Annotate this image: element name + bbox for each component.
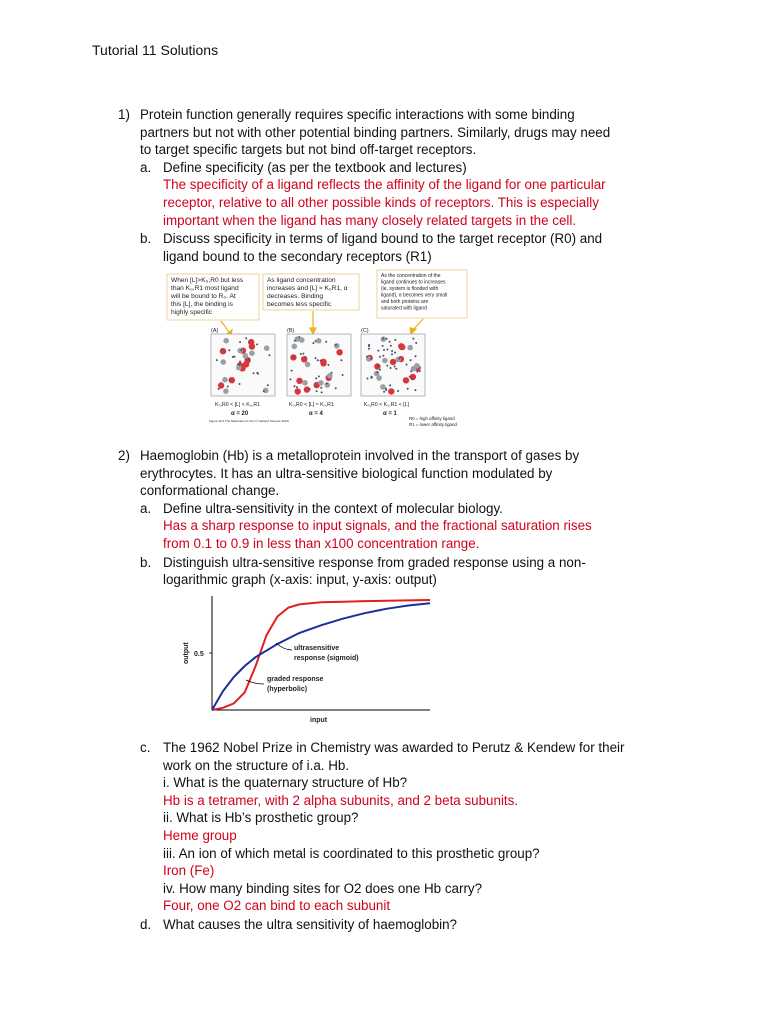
q1b-question-2: ligand bound to the secondary receptors (R1): [163, 248, 432, 264]
ligand-dot: [290, 378, 292, 380]
ligand-dot: [389, 341, 391, 343]
ligand-dot: [291, 370, 293, 372]
q2a-letter: a.: [140, 500, 152, 516]
ligand-dot: [391, 350, 393, 352]
receptor-r0-dot: [223, 388, 229, 394]
response-chart: [172, 590, 434, 724]
ligand-dot: [368, 348, 370, 350]
ligand-dot: [239, 341, 241, 343]
ligand-dot: [239, 361, 241, 363]
specificity-figure: [163, 266, 473, 432]
box-b-line-4: becomes less specific: [267, 301, 332, 308]
ligand-dot: [419, 370, 421, 372]
receptor-r1-dot: [295, 388, 301, 394]
ligand-dot: [315, 377, 317, 379]
ligand-dot: [327, 364, 329, 366]
q2b-letter: b.: [140, 554, 152, 570]
ligand-dot: [335, 387, 337, 389]
box-c-line-4: ligand), α becomes very small: [381, 292, 448, 299]
q2c-letter: c.: [140, 740, 151, 755]
annotation-graded-1: graded response: [267, 676, 324, 683]
ligand-dot: [386, 338, 388, 340]
ligand-dot: [293, 356, 295, 358]
box-a-line-4: this [L], the binding is: [171, 301, 233, 308]
box-b-line-1: As ligand concentration: [267, 277, 336, 284]
ligand-dot: [395, 368, 397, 370]
ligand-dot: [317, 359, 319, 361]
condition-a: K₀,R0 < [L] < K₀,R1: [215, 402, 260, 408]
q2b-question-2: logarithmic graph (x-axis: input, y-axis: output): [163, 572, 437, 588]
ligand-dot: [218, 388, 220, 390]
alpha-a: α = 20: [231, 411, 249, 417]
receptor-r0-dot: [302, 380, 308, 386]
ligand-dot: [379, 356, 381, 358]
ligand-dot: [340, 359, 342, 361]
ligand-dot: [389, 384, 391, 386]
ligand-dot: [316, 390, 318, 392]
q1a-answer-2: receptor, relative to all other possible kinds of receptors. This is especially: [163, 195, 599, 210]
panel-label-c: (C): [361, 328, 369, 334]
ligand-dot: [221, 349, 223, 351]
q2d-question: What causes the ultra sensitivity of haemoglobin?: [163, 916, 458, 932]
receptor-r0-dot: [305, 362, 311, 368]
ligand-dot: [371, 376, 373, 378]
ligand-dot: [376, 371, 378, 373]
ligand-dot: [414, 389, 416, 391]
receptor-r1-dot: [249, 343, 255, 349]
box-c-line-5: and both proteins are: [381, 299, 429, 305]
q2d-letter: d.: [140, 916, 152, 932]
ligand-dot: [216, 359, 218, 361]
ligand-dot: [229, 379, 231, 381]
box-a-line-5: highly specific: [171, 309, 213, 316]
q2a-question: Define ultra-sensitivity in the context of molecular biology.: [163, 500, 503, 516]
q2c-question-iii: iii. An ion of which metal is coordinated to this prosthetic group?: [163, 845, 540, 861]
ligand-dot: [302, 353, 304, 355]
ligand-dot: [321, 391, 323, 393]
receptor-r0-dot: [221, 359, 227, 365]
ligand-dot: [239, 383, 241, 385]
receptor-r0-dot: [318, 380, 324, 386]
arrow-a: [221, 321, 229, 332]
box-c-line-3: (ie, system is flooded with: [381, 286, 439, 292]
q1b-question-1: Discuss specificity in terms of ligand bound to the target receptor (R0) and: [163, 231, 603, 247]
ligand-dot: [315, 357, 317, 359]
ligand-dot: [398, 358, 400, 360]
ligand-dot: [387, 349, 389, 351]
receptor-r1-dot: [390, 359, 396, 365]
receptor-r0-dot: [316, 338, 322, 344]
ligand-dot: [238, 364, 240, 366]
ligand-dot: [370, 358, 372, 360]
ligand-dot: [296, 386, 298, 388]
ligand-dot: [267, 384, 269, 386]
q2c-question-ii: ii. What is Hb’s prosthetic group?: [163, 810, 359, 826]
ligand-dot: [412, 338, 414, 340]
ligand-dot: [385, 388, 387, 390]
q2c-question-i: i. What is the quaternary structure of Hb?: [163, 775, 408, 791]
x-axis-label: input: [310, 717, 328, 724]
ligand-dot: [240, 349, 242, 351]
condition-b: K₀,R0 < [L] ≈ K₀,R1: [289, 402, 334, 408]
ligand-dot: [256, 343, 258, 345]
q1-number: 1): [118, 107, 130, 122]
ligand-dot: [256, 372, 258, 374]
ligand-dot: [325, 341, 327, 343]
receptor-r0-dot: [264, 345, 270, 351]
ligand-dot: [377, 350, 379, 352]
ligand-dot: [300, 353, 302, 355]
ligand-dot: [331, 372, 333, 374]
ligand-dot: [390, 345, 392, 347]
annotation-sigmoid-2: response (sigmoid): [294, 655, 359, 662]
arrow-c-head: [410, 328, 416, 334]
ligand-dot: [382, 338, 384, 340]
ligand-dot: [342, 374, 344, 376]
q2c-answer-i: Hb is a tetramer, with 2 alpha subunits, and 2 beta subunits.: [163, 792, 519, 808]
q2c-answer-iii: Iron (Fe): [163, 863, 215, 879]
ligand-dot: [416, 371, 418, 373]
annotation-graded-2: (hyperbolic): [267, 686, 308, 693]
ligand-dot: [294, 385, 296, 387]
box-b-line-2: increases and [L] ≈ K₀R1, α: [267, 285, 348, 292]
receptor-r1-dot: [336, 349, 342, 355]
receptor-r1-dot: [218, 382, 224, 388]
ligand-dot: [312, 342, 314, 344]
ligand-dot: [253, 372, 255, 374]
ligand-dot: [409, 376, 411, 378]
ligand-dot: [228, 349, 230, 351]
receptor-r1-dot: [296, 378, 302, 384]
ligand-dot: [263, 390, 265, 392]
ligand-dot: [294, 340, 296, 342]
ligand-dot: [379, 369, 381, 371]
alpha-b: α = 4: [309, 411, 323, 417]
y-axis-label: output: [183, 642, 190, 664]
ligand-dot: [320, 360, 322, 362]
q2-text-1: Haemoglobin (Hb) is a metalloprotein involved in the transport of gases by: [140, 448, 580, 463]
annotation-sigmoid-1: ultrasensitive: [294, 645, 340, 652]
q2-text-2: erythrocytes. It has an ultra-sensitive biological function modulated by: [140, 465, 553, 481]
ligand-dot: [320, 387, 322, 389]
figure1-caption: Figure 16.2 The Molecules of Life (© Garland Science 2013): [209, 419, 290, 423]
condition-c: K₀,R0 < K₀,R1 < [L]: [364, 402, 409, 408]
ligand-dot: [335, 344, 337, 346]
ligand-dot: [227, 386, 229, 388]
receptor-r0-dot: [236, 365, 242, 371]
receptor-r0-dot: [382, 358, 388, 364]
box-a-line-3: will be bound to R₀. At: [171, 293, 236, 300]
ligand-dot: [397, 390, 399, 392]
arrow-b-head: [310, 328, 316, 334]
ligand-dot: [367, 378, 369, 380]
q1a-letter: a.: [140, 159, 152, 175]
receptor-r0-dot: [222, 377, 228, 383]
legend-r0: R0 = high affinity ligand: [409, 416, 455, 421]
ligand-dot: [406, 364, 408, 366]
q2a-answer-2: from 0.1 to 0.9 in less than x100 concentration range.: [163, 536, 480, 551]
ligand-dot: [315, 340, 317, 342]
ligand-dot: [368, 344, 370, 346]
box-a-line-1: When [L]>K₀,R0 but less: [171, 277, 244, 284]
q1b-letter: b.: [140, 231, 152, 247]
y-tick-label: 0.5: [194, 651, 204, 658]
q1a-question: Define specificity (as per the textbook and lectures): [163, 159, 467, 175]
ligand-dot: [410, 359, 412, 361]
ligand-dot: [245, 337, 247, 339]
receptor-r0-dot: [380, 384, 386, 390]
ligand-dot: [232, 356, 234, 358]
ligand-dot: [382, 345, 384, 347]
ligand-dot: [390, 367, 392, 369]
ligand-dot: [415, 355, 417, 357]
q2a-answer-1: Has a sharp response to input signals, and the fractional saturation rises: [163, 518, 592, 534]
ligand-dot: [410, 370, 412, 372]
ligand-dot: [299, 336, 301, 338]
box-b-line-3: decreases. Binding: [267, 293, 324, 300]
ligand-dot: [394, 366, 396, 368]
ligand-dot: [305, 356, 307, 358]
box-c-line-2: ligand continues to increases: [381, 279, 446, 286]
receptor-r0-dot: [223, 338, 229, 344]
ligand-dot: [382, 355, 384, 357]
q1-text-2: partners but not with other potential binding partners. Similarly, drugs may need: [140, 124, 611, 140]
box-c-line-1: As the concentration of the: [381, 273, 441, 279]
ligand-dot: [366, 356, 368, 358]
q2c-answer-ii: Heme group: [163, 828, 237, 843]
box-a-line-2: than K₀,R1 most ligand: [171, 285, 239, 292]
ligand-dot: [318, 375, 320, 377]
receptor-r1-dot: [243, 361, 249, 367]
legend-r1: R1 = lower affinity ligand: [409, 422, 457, 427]
receptor-r0-dot: [243, 353, 249, 359]
q2-text-3: conformational change.: [140, 483, 280, 499]
receptor-r0-dot: [292, 344, 298, 350]
receptor-r0-dot: [407, 345, 413, 351]
q2c-line-2: work on the structure of i.a. Hb.: [163, 757, 350, 773]
ligand-dot: [383, 391, 385, 393]
receptor-r0-dot: [376, 375, 382, 381]
receptor-r0-dot: [395, 357, 401, 363]
receptor-r0-dot: [249, 350, 255, 356]
box-c-line-6: saturated with ligand: [381, 305, 427, 312]
receptor-r1-dot: [388, 388, 394, 394]
ligand-dot: [268, 354, 270, 356]
ligand-dot: [386, 365, 388, 367]
q1-text-1: Protein function generally requires specific interactions with some binding: [140, 107, 575, 122]
q2c-question-iv: iv. How many binding sites for O2 does one Hb carry?: [163, 880, 483, 896]
ligand-dot: [377, 365, 379, 367]
receptor-r1-dot: [403, 377, 409, 383]
panel-label-b: (B): [287, 328, 295, 334]
ligand-dot: [411, 378, 413, 380]
q1a-answer-1: The specificity of a ligand reflects the affinity of the ligand for one particular: [163, 177, 606, 193]
ligand-dot: [407, 388, 409, 390]
ligand-dot: [248, 359, 250, 361]
receptor-r0-dot: [334, 343, 340, 349]
panel-label-a: (A): [211, 328, 219, 334]
page-title: Tutorial 11 Solutions: [92, 42, 219, 58]
ligand-dot: [391, 353, 393, 355]
q2-number: 2): [118, 448, 130, 463]
ligand-dot: [309, 388, 311, 390]
receptor-r1-dot: [399, 344, 405, 350]
q1-text-3: to target specific targets but not bind off-target receptors.: [140, 142, 477, 158]
ligand-dot: [394, 339, 396, 341]
q2b-question-1: Distinguish ultra-sensitive response from graded response using a non-: [163, 554, 586, 570]
q1a-answer-3: important when the ligand has many closely related targets in the cell.: [163, 212, 577, 228]
ligand-dot: [415, 342, 417, 344]
receptor-r1-dot: [220, 348, 226, 354]
q2c-answer-iv: Four, one O2 can bind to each subunit: [163, 898, 391, 914]
ligand-dot: [394, 352, 396, 354]
ligand-dot: [383, 349, 385, 351]
alpha-c: α = 1: [383, 411, 397, 417]
ligand-dot: [326, 383, 328, 385]
q2c-line-1: The 1962 Nobel Prize in Chemistry was awarded to Perutz & Kendew for their: [163, 740, 625, 755]
